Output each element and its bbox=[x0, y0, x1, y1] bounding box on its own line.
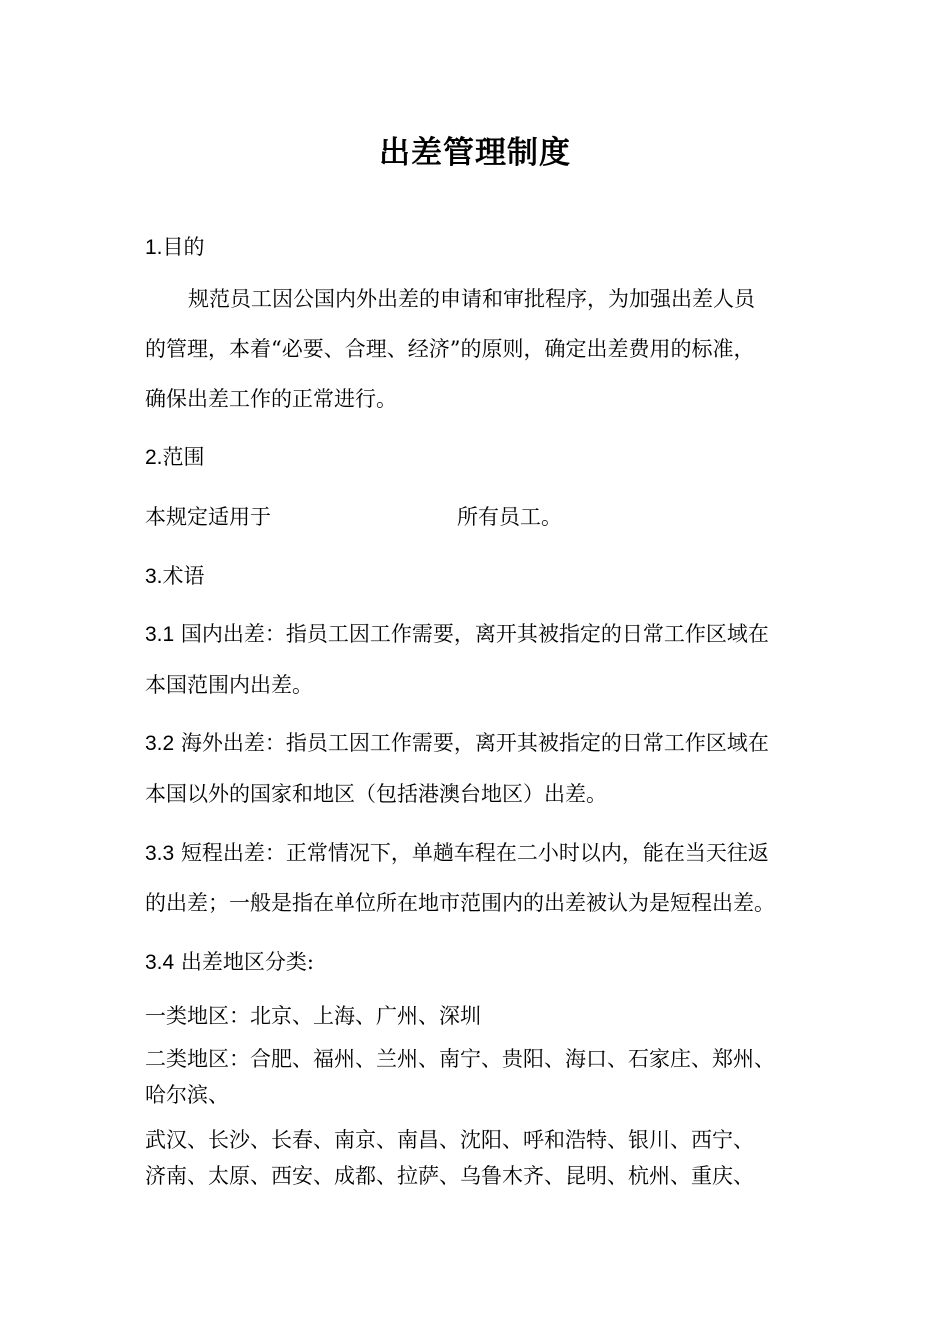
item-number: 3.1 bbox=[145, 623, 175, 646]
term-item-overseas bbox=[145, 728, 769, 759]
item-text: 短程出差：正常情况下，单趟车程在二小时以内，能在当天往返 bbox=[174, 841, 769, 865]
item-number: 3.3 bbox=[145, 842, 175, 865]
region-class-2-line: 武汉、长沙、长春、南京、南昌、沈阳、呼和浩特、银川、西宁、 bbox=[145, 1128, 754, 1152]
term-item-region-class bbox=[145, 947, 314, 978]
paragraph-line: 本国范围内出差。 bbox=[145, 673, 313, 697]
item-text: 国内出差：指员工因工作需要，离开其被指定的日常工作区域在 bbox=[174, 622, 769, 646]
section-heading-terms bbox=[145, 561, 205, 592]
paragraph-line: 确保出差工作的正常进行。 bbox=[145, 387, 397, 411]
paragraph-line: 规范员工因公国内外出差的申请和审批程序，为加强出差人员 bbox=[188, 287, 755, 311]
scope-text-left: 本规定适用于 bbox=[145, 505, 271, 529]
term-item-short-trip bbox=[145, 838, 769, 869]
heading-number: 2. bbox=[145, 446, 163, 469]
heading-text: 范围 bbox=[162, 445, 205, 469]
region-class-2-line: 二类地区：合肥、福州、兰州、南宁、贵阳、海口、石家庄、郑州、 bbox=[145, 1047, 775, 1071]
item-text: 海外出差：指员工因工作需要，离开其被指定的日常工作区域在 bbox=[174, 731, 769, 755]
document-title: 出差管理制度 bbox=[379, 135, 571, 171]
term-item-domestic bbox=[145, 619, 769, 650]
item-number: 3.4 bbox=[145, 951, 175, 974]
heading-text: 目的 bbox=[162, 235, 205, 259]
scope-text-right: 所有员工。 bbox=[457, 505, 562, 529]
item-number: 3.2 bbox=[145, 732, 175, 755]
heading-text: 术语 bbox=[162, 564, 205, 588]
paragraph-line: 本国以外的国家和地区（包括港澳台地区）出差。 bbox=[145, 782, 607, 806]
item-text: 出差地区分类: bbox=[174, 950, 314, 974]
section-heading-purpose bbox=[145, 232, 205, 263]
heading-number: 1. bbox=[145, 236, 163, 259]
heading-number: 3. bbox=[145, 565, 163, 588]
region-class-1: 一类地区：北京、上海、广州、深圳 bbox=[145, 1004, 481, 1028]
section-heading-scope bbox=[145, 442, 205, 473]
paragraph-line: 的出差；一般是指在单位所在地市范围内的出差被认为是短程出差。 bbox=[145, 891, 775, 915]
region-class-2-line: 哈尔滨、 bbox=[145, 1083, 229, 1107]
region-class-2-line: 济南、太原、西安、成都、拉萨、乌鲁木齐、昆明、杭州、重庆、 bbox=[145, 1164, 754, 1188]
paragraph-line: 的管理，本着“必要、合理、经济”的原则，确定出差费用的标准， bbox=[145, 337, 755, 361]
